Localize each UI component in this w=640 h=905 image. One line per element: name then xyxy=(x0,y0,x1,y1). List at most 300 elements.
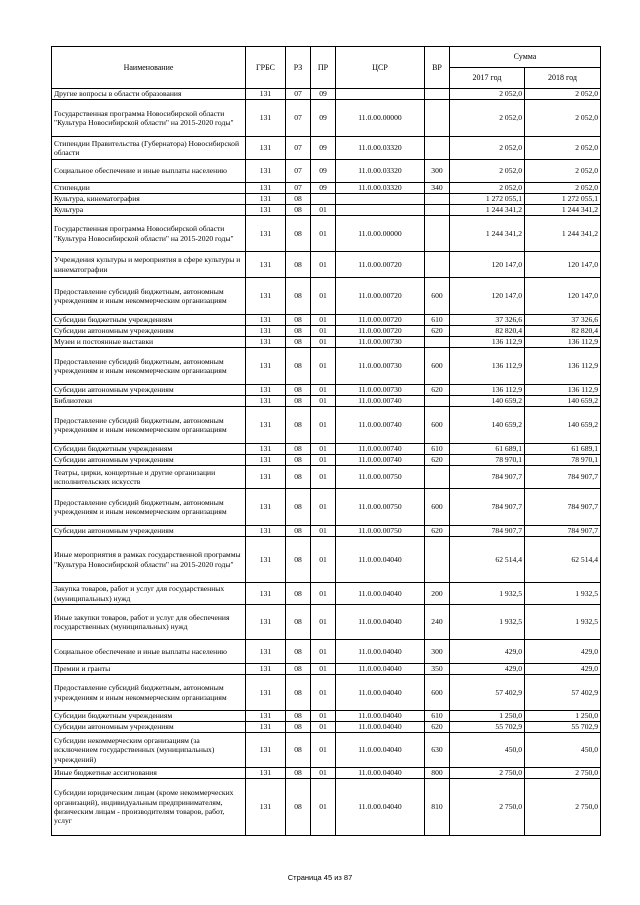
table-cell-csr xyxy=(336,205,425,216)
table-cell-name: Иные бюджетные ассигнования xyxy=(52,768,246,779)
table-cell-sum-2017: 2 052,0 xyxy=(450,100,525,137)
table-cell-csr: 11.0.00.03320 xyxy=(336,160,425,183)
table-cell-name: Субсидии автономным учреждениям xyxy=(52,326,246,337)
table-cell-rz: 08 xyxy=(286,664,311,675)
table-cell-rz: 08 xyxy=(286,337,311,348)
table-cell-pr: 01 xyxy=(311,733,336,768)
table-cell-vr: 620 xyxy=(425,326,450,337)
header-2017: 2017 год xyxy=(450,68,525,89)
table-cell-sum-2018: 1 932,5 xyxy=(525,605,601,640)
table-cell-vr: 800 xyxy=(425,768,450,779)
table-cell-csr: 11.0.00.04040 xyxy=(336,640,425,664)
table-cell-sum-2018: 140 659,2 xyxy=(525,407,601,444)
table-cell-name: Субсидии автономным учреждениям xyxy=(52,385,246,396)
table-cell-sum-2018: 2 750,0 xyxy=(525,779,601,836)
table-cell-sum-2018: 57 402,9 xyxy=(525,675,601,711)
table-cell-pr: 01 xyxy=(311,278,336,315)
table-cell-sum-2018: 1 272 055,1 xyxy=(525,194,601,205)
table-cell-rz: 08 xyxy=(286,466,311,489)
table-cell-pr: 01 xyxy=(311,216,336,252)
table-row xyxy=(52,466,601,489)
table-cell-name: Субсидии бюджетным учреждениям xyxy=(52,315,246,326)
table-cell-vr xyxy=(425,205,450,216)
table-cell-rz: 08 xyxy=(286,396,311,407)
table-cell-name: Предоставление субсидий бюджетным, автономным учреждениям и иным некоммерческим организациям xyxy=(52,278,246,315)
table-cell-rz: 08 xyxy=(286,733,311,768)
table-cell-sum-2018: 136 112,9 xyxy=(525,348,601,385)
table-row xyxy=(52,444,601,455)
table-cell-rz: 08 xyxy=(286,583,311,605)
table-cell-name: Государственная программа Новосибирской области "Культура Новосибирской области" на 2015-2020 годы" xyxy=(52,216,246,252)
table-cell-grbs: 131 xyxy=(246,100,286,137)
table-cell-vr xyxy=(425,252,450,278)
table-cell-sum-2017: 1 244 341,2 xyxy=(450,205,525,216)
table-cell-sum-2018: 429,0 xyxy=(525,664,601,675)
table-cell-csr xyxy=(336,194,425,205)
table-cell-name: Предоставление субсидий бюджетным, автономным учреждениям и иным некоммерческим организациям xyxy=(52,407,246,444)
table-cell-name: Стипендии Правительства (Губернатора) Новосибирской области xyxy=(52,137,246,160)
table-cell-csr: 11.0.00.00730 xyxy=(336,348,425,385)
table-row xyxy=(52,675,601,711)
table-cell-sum-2018: 37 326,6 xyxy=(525,315,601,326)
table-cell-pr: 01 xyxy=(311,583,336,605)
table-cell-name: Театры, цирки, концертные и другие организации исполнительских искусств xyxy=(52,466,246,489)
table-cell-vr: 620 xyxy=(425,455,450,466)
table-cell-grbs: 131 xyxy=(246,733,286,768)
table-cell-grbs: 131 xyxy=(246,183,286,194)
table-cell-rz: 08 xyxy=(286,640,311,664)
table-cell-vr xyxy=(425,194,450,205)
table-row xyxy=(52,779,601,836)
table-cell-sum-2017: 61 689,1 xyxy=(450,444,525,455)
table-cell-name: Другие вопросы в области образования xyxy=(52,89,246,100)
table-cell-pr: 01 xyxy=(311,315,336,326)
table-cell-csr: 11.0.00.00720 xyxy=(336,315,425,326)
table-cell-vr: 610 xyxy=(425,711,450,722)
table-cell-sum-2017: 2 052,0 xyxy=(450,160,525,183)
table-cell-vr: 610 xyxy=(425,444,450,455)
table-row xyxy=(52,640,601,664)
table-cell-grbs: 131 xyxy=(246,711,286,722)
table-row xyxy=(52,537,601,583)
table-cell-grbs: 131 xyxy=(246,526,286,537)
table-cell-sum-2017: 82 820,4 xyxy=(450,326,525,337)
table-row xyxy=(52,194,601,205)
table-cell-name: Культура xyxy=(52,205,246,216)
table-cell-vr: 610 xyxy=(425,315,450,326)
table-cell-name: Предоставление субсидий бюджетным, автономным учреждениям и иным некоммерческим организациям xyxy=(52,489,246,526)
table-cell-grbs: 131 xyxy=(246,489,286,526)
table-cell-grbs: 131 xyxy=(246,160,286,183)
table-cell-csr: 11.0.00.04040 xyxy=(336,733,425,768)
table-cell-name: Субсидии автономным учреждениям xyxy=(52,526,246,537)
table-row xyxy=(52,160,601,183)
table-row xyxy=(52,348,601,385)
table-cell-grbs: 131 xyxy=(246,537,286,583)
table-cell-sum-2018: 1 250,0 xyxy=(525,711,601,722)
table-cell-pr: 01 xyxy=(311,605,336,640)
table-cell-grbs: 131 xyxy=(246,194,286,205)
table-cell-csr xyxy=(336,89,425,100)
table-cell-grbs: 131 xyxy=(246,348,286,385)
table-row xyxy=(52,216,601,252)
table-cell-csr: 11.0.00.04040 xyxy=(336,675,425,711)
table-cell-vr: 600 xyxy=(425,489,450,526)
table-cell-pr: 01 xyxy=(311,526,336,537)
table-cell-sum-2017: 140 659,2 xyxy=(450,396,525,407)
table-cell-sum-2018: 55 702,9 xyxy=(525,722,601,733)
table-row xyxy=(52,205,601,216)
table-cell-rz: 08 xyxy=(286,455,311,466)
table-cell-vr: 810 xyxy=(425,779,450,836)
table-row xyxy=(52,385,601,396)
table-cell-sum-2018: 120 147,0 xyxy=(525,278,601,315)
table-cell-sum-2017: 136 112,9 xyxy=(450,337,525,348)
table-cell-vr: 200 xyxy=(425,583,450,605)
table-cell-sum-2018: 2 052,0 xyxy=(525,160,601,183)
table-cell-csr: 11.0.00.00720 xyxy=(336,278,425,315)
table-row xyxy=(52,711,601,722)
table-cell-sum-2018: 120 147,0 xyxy=(525,252,601,278)
table-cell-pr: 01 xyxy=(311,537,336,583)
table-cell-csr: 11.0.00.03320 xyxy=(336,137,425,160)
table-row xyxy=(52,278,601,315)
table-cell-name: Библиотеки xyxy=(52,396,246,407)
table-cell-pr: 01 xyxy=(311,205,336,216)
table-cell-pr: 01 xyxy=(311,779,336,836)
table-cell-name: Иные мероприятия в рамках государственной программы "Культура Новосибирской области" на 2015-2020 годы" xyxy=(52,537,246,583)
table-cell-pr: 01 xyxy=(311,396,336,407)
table-cell-pr: 01 xyxy=(311,252,336,278)
table-row xyxy=(52,722,601,733)
table-cell-csr: 11.0.00.00750 xyxy=(336,526,425,537)
table-row xyxy=(52,664,601,675)
table-cell-csr: 11.0.00.04040 xyxy=(336,768,425,779)
table-cell-sum-2017: 1 244 341,2 xyxy=(450,216,525,252)
table-cell-rz: 08 xyxy=(286,205,311,216)
table-cell-name: Предоставление субсидий бюджетным, автономным учреждениям и иным некоммерческим организациям xyxy=(52,348,246,385)
table-cell-sum-2017: 120 147,0 xyxy=(450,278,525,315)
table-cell-sum-2017: 429,0 xyxy=(450,640,525,664)
table-cell-csr: 11.0.00.00000 xyxy=(336,100,425,137)
table-cell-name: Социальное обеспечение и иные выплаты населению xyxy=(52,160,246,183)
table-cell-rz: 08 xyxy=(286,194,311,205)
table-cell-sum-2018: 2 052,0 xyxy=(525,183,601,194)
header-vr: ВР xyxy=(425,47,450,89)
table-cell-csr: 11.0.00.00720 xyxy=(336,326,425,337)
table-cell-vr xyxy=(425,137,450,160)
table-cell-name: Музеи и постоянные выставки xyxy=(52,337,246,348)
table-cell-vr: 300 xyxy=(425,160,450,183)
table-cell-grbs: 131 xyxy=(246,315,286,326)
table-cell-pr: 01 xyxy=(311,407,336,444)
table-row xyxy=(52,396,601,407)
table-cell-name: Субсидии автономным учреждениям xyxy=(52,722,246,733)
table-cell-sum-2017: 784 907,7 xyxy=(450,466,525,489)
table-cell-vr xyxy=(425,89,450,100)
table-cell-rz: 08 xyxy=(286,605,311,640)
table-cell-pr: 01 xyxy=(311,326,336,337)
table-row xyxy=(52,183,601,194)
table-cell-csr: 11.0.00.00730 xyxy=(336,385,425,396)
table-cell-vr: 620 xyxy=(425,722,450,733)
table-cell-sum-2017: 62 514,4 xyxy=(450,537,525,583)
table-cell-csr: 11.0.00.04040 xyxy=(336,779,425,836)
table-cell-grbs: 131 xyxy=(246,137,286,160)
table-cell-name: Стипендии xyxy=(52,183,246,194)
table-cell-sum-2017: 1 272 055,1 xyxy=(450,194,525,205)
table-cell-grbs: 131 xyxy=(246,252,286,278)
table-cell-pr: 01 xyxy=(311,768,336,779)
table-cell-name: Культура, кинематография xyxy=(52,194,246,205)
table-cell-sum-2017: 2 052,0 xyxy=(450,183,525,194)
table-cell-sum-2018: 136 112,9 xyxy=(525,385,601,396)
table-cell-sum-2017: 784 907,7 xyxy=(450,526,525,537)
table-row xyxy=(52,137,601,160)
table-cell-rz: 08 xyxy=(286,216,311,252)
table-cell-csr: 11.0.00.03320 xyxy=(336,183,425,194)
table-cell-sum-2018: 2 052,0 xyxy=(525,100,601,137)
table-cell-sum-2017: 140 659,2 xyxy=(450,407,525,444)
table-cell-vr: 600 xyxy=(425,348,450,385)
table-cell-sum-2018: 2 052,0 xyxy=(525,137,601,160)
table-cell-vr: 350 xyxy=(425,664,450,675)
table-cell-sum-2018: 784 907,7 xyxy=(525,466,601,489)
table-cell-name: Субсидии автономным учреждениям xyxy=(52,455,246,466)
table-cell-pr: 09 xyxy=(311,137,336,160)
header-csr: ЦСР xyxy=(336,47,425,89)
table-cell-sum-2017: 429,0 xyxy=(450,664,525,675)
header-sum: Сумма xyxy=(450,47,601,68)
table-row xyxy=(52,89,601,100)
table-cell-grbs: 131 xyxy=(246,466,286,489)
table-cell-sum-2017: 57 402,9 xyxy=(450,675,525,711)
table-cell-csr: 11.0.00.00750 xyxy=(336,489,425,526)
table-row xyxy=(52,583,601,605)
table-cell-vr: 600 xyxy=(425,675,450,711)
table-cell-sum-2017: 2 750,0 xyxy=(450,768,525,779)
table-cell-name: Предоставление субсидий бюджетным, автономным учреждениям и иным некоммерческим организациям xyxy=(52,675,246,711)
table-cell-vr: 630 xyxy=(425,733,450,768)
table-cell-sum-2018: 62 514,4 xyxy=(525,537,601,583)
table-cell-csr: 11.0.00.00740 xyxy=(336,396,425,407)
table-cell-csr: 11.0.00.00730 xyxy=(336,337,425,348)
table-cell-pr: 01 xyxy=(311,675,336,711)
table-cell-rz: 08 xyxy=(286,711,311,722)
table-cell-sum-2018: 784 907,7 xyxy=(525,489,601,526)
table-cell-sum-2018: 2 750,0 xyxy=(525,768,601,779)
table-cell-csr: 11.0.00.00750 xyxy=(336,466,425,489)
header-pr: ПР xyxy=(311,47,336,89)
table-cell-pr: 09 xyxy=(311,89,336,100)
table-row xyxy=(52,326,601,337)
table-cell-sum-2018: 82 820,4 xyxy=(525,326,601,337)
table-cell-name: Субсидии бюджетным учреждениям xyxy=(52,444,246,455)
table-cell-vr: 620 xyxy=(425,385,450,396)
table-cell-pr xyxy=(311,194,336,205)
table-cell-rz: 08 xyxy=(286,779,311,836)
table-cell-grbs: 131 xyxy=(246,396,286,407)
table-cell-csr: 11.0.00.04040 xyxy=(336,722,425,733)
table-cell-sum-2017: 1 932,5 xyxy=(450,583,525,605)
table-cell-grbs: 131 xyxy=(246,89,286,100)
table-cell-rz: 07 xyxy=(286,160,311,183)
budget-table xyxy=(51,46,601,836)
table-cell-grbs: 131 xyxy=(246,722,286,733)
table-row xyxy=(52,455,601,466)
table-cell-name: Иные закупки товаров, работ и услуг для обеспечения государственных (муниципальных) нужд xyxy=(52,605,246,640)
table-cell-grbs: 131 xyxy=(246,205,286,216)
table-cell-rz: 08 xyxy=(286,385,311,396)
table-cell-csr: 11.0.00.00720 xyxy=(336,252,425,278)
table-cell-grbs: 131 xyxy=(246,664,286,675)
table-cell-rz: 08 xyxy=(286,348,311,385)
table-cell-csr: 11.0.00.00000 xyxy=(336,216,425,252)
table-cell-grbs: 131 xyxy=(246,675,286,711)
table-cell-sum-2017: 1 250,0 xyxy=(450,711,525,722)
table-cell-grbs: 131 xyxy=(246,605,286,640)
table-cell-sum-2017: 450,0 xyxy=(450,733,525,768)
table-cell-grbs: 131 xyxy=(246,779,286,836)
table-cell-rz: 08 xyxy=(286,407,311,444)
table-cell-sum-2018: 61 689,1 xyxy=(525,444,601,455)
header-rz: РЗ xyxy=(286,47,311,89)
table-cell-rz: 08 xyxy=(286,489,311,526)
table-cell-vr: 340 xyxy=(425,183,450,194)
table-cell-rz: 07 xyxy=(286,137,311,160)
table-cell-name: Учреждения культуры и мероприятия в сфере культуры и кинематографии xyxy=(52,252,246,278)
table-cell-sum-2018: 78 970,1 xyxy=(525,455,601,466)
table-row xyxy=(52,605,601,640)
table-cell-sum-2018: 140 659,2 xyxy=(525,396,601,407)
table-cell-rz: 08 xyxy=(286,252,311,278)
table-cell-grbs: 131 xyxy=(246,337,286,348)
table-row xyxy=(52,489,601,526)
header-2018: 2018 год xyxy=(525,68,601,89)
table-cell-csr: 11.0.00.00740 xyxy=(336,407,425,444)
table-cell-rz: 08 xyxy=(286,526,311,537)
table-cell-name: Социальное обеспечение и иные выплаты населению xyxy=(52,640,246,664)
table-cell-sum-2017: 2 750,0 xyxy=(450,779,525,836)
table-cell-sum-2017: 136 112,9 xyxy=(450,385,525,396)
table-cell-name: Закупка товаров, работ и услуг для государственных (муниципальных) нужд xyxy=(52,583,246,605)
table-cell-rz: 07 xyxy=(286,89,311,100)
table-cell-sum-2017: 1 932,5 xyxy=(450,605,525,640)
table-cell-rz: 08 xyxy=(286,444,311,455)
table-cell-pr: 01 xyxy=(311,640,336,664)
table-cell-rz: 07 xyxy=(286,183,311,194)
table-cell-sum-2017: 37 326,6 xyxy=(450,315,525,326)
table-cell-vr: 300 xyxy=(425,640,450,664)
table-cell-csr: 11.0.00.00740 xyxy=(336,444,425,455)
table-cell-rz: 08 xyxy=(286,722,311,733)
table-cell-pr: 09 xyxy=(311,160,336,183)
table-cell-vr: 620 xyxy=(425,526,450,537)
table-cell-pr: 01 xyxy=(311,664,336,675)
table-cell-grbs: 131 xyxy=(246,455,286,466)
table-cell-sum-2017: 120 147,0 xyxy=(450,252,525,278)
table-cell-vr: 600 xyxy=(425,407,450,444)
table-cell-rz: 08 xyxy=(286,326,311,337)
table-cell-sum-2017: 78 970,1 xyxy=(450,455,525,466)
header-row xyxy=(52,47,601,68)
table-cell-grbs: 131 xyxy=(246,640,286,664)
table-cell-name: Субсидии юридическим лицам (кроме некоммерческих организаций), индивидуальным предпринимателям, физическим лицам - производителям товаров, работ, услуг xyxy=(52,779,246,836)
table-cell-sum-2018: 1 244 341,2 xyxy=(525,216,601,252)
table-cell-pr: 01 xyxy=(311,385,336,396)
table-row xyxy=(52,768,601,779)
table-cell-pr: 01 xyxy=(311,455,336,466)
table-cell-grbs: 131 xyxy=(246,583,286,605)
table-cell-csr: 11.0.00.04040 xyxy=(336,537,425,583)
table-cell-csr: 11.0.00.04040 xyxy=(336,583,425,605)
header-name: Наименование xyxy=(52,47,246,89)
table-row xyxy=(52,315,601,326)
table-cell-grbs: 131 xyxy=(246,407,286,444)
table-cell-vr xyxy=(425,216,450,252)
table-cell-pr: 09 xyxy=(311,100,336,137)
table-cell-sum-2018: 2 052,0 xyxy=(525,89,601,100)
table-cell-sum-2017: 784 907,7 xyxy=(450,489,525,526)
table-cell-vr xyxy=(425,466,450,489)
table-cell-sum-2018: 1 244 341,2 xyxy=(525,205,601,216)
table-cell-pr: 01 xyxy=(311,337,336,348)
table-cell-sum-2018: 1 932,5 xyxy=(525,583,601,605)
table-cell-grbs: 131 xyxy=(246,216,286,252)
table-cell-pr: 01 xyxy=(311,722,336,733)
table-cell-pr: 01 xyxy=(311,444,336,455)
table-cell-name: Государственная программа Новосибирской области "Культура Новосибирской области" на 2015-2020 годы" xyxy=(52,100,246,137)
table-cell-pr: 01 xyxy=(311,711,336,722)
table-cell-sum-2018: 136 112,9 xyxy=(525,337,601,348)
table-cell-grbs: 131 xyxy=(246,444,286,455)
table-cell-pr: 01 xyxy=(311,348,336,385)
table-cell-rz: 08 xyxy=(286,278,311,315)
page-number: Страница 45 из 87 xyxy=(287,873,353,882)
table-cell-rz: 08 xyxy=(286,768,311,779)
table-cell-sum-2018: 450,0 xyxy=(525,733,601,768)
table-cell-pr: 09 xyxy=(311,183,336,194)
table-cell-vr xyxy=(425,100,450,137)
table-cell-name: Субсидии некоммерческим организациям (за исключением государственных (муниципальных) учреждений) xyxy=(52,733,246,768)
table-cell-rz: 07 xyxy=(286,100,311,137)
table-cell-rz: 08 xyxy=(286,537,311,583)
table-cell-sum-2017: 2 052,0 xyxy=(450,137,525,160)
table-row xyxy=(52,526,601,537)
table-cell-sum-2018: 429,0 xyxy=(525,640,601,664)
table-cell-csr: 11.0.00.04040 xyxy=(336,664,425,675)
table-cell-grbs: 131 xyxy=(246,768,286,779)
table-cell-vr: 600 xyxy=(425,278,450,315)
table-cell-vr xyxy=(425,337,450,348)
table-row xyxy=(52,252,601,278)
table-row xyxy=(52,407,601,444)
header-grbs: ГРБС xyxy=(246,47,286,89)
table-cell-sum-2017: 2 052,0 xyxy=(450,89,525,100)
table-cell-grbs: 131 xyxy=(246,326,286,337)
table-cell-name: Премии и гранты xyxy=(52,664,246,675)
table-cell-sum-2017: 136 112,9 xyxy=(450,348,525,385)
table-cell-sum-2018: 784 907,7 xyxy=(525,526,601,537)
table-row xyxy=(52,100,601,137)
table-cell-vr xyxy=(425,396,450,407)
table-row xyxy=(52,337,601,348)
table-body xyxy=(52,89,601,836)
table-cell-pr: 01 xyxy=(311,489,336,526)
table-cell-csr: 11.0.00.04040 xyxy=(336,605,425,640)
table-cell-vr: 240 xyxy=(425,605,450,640)
table-cell-pr: 01 xyxy=(311,466,336,489)
